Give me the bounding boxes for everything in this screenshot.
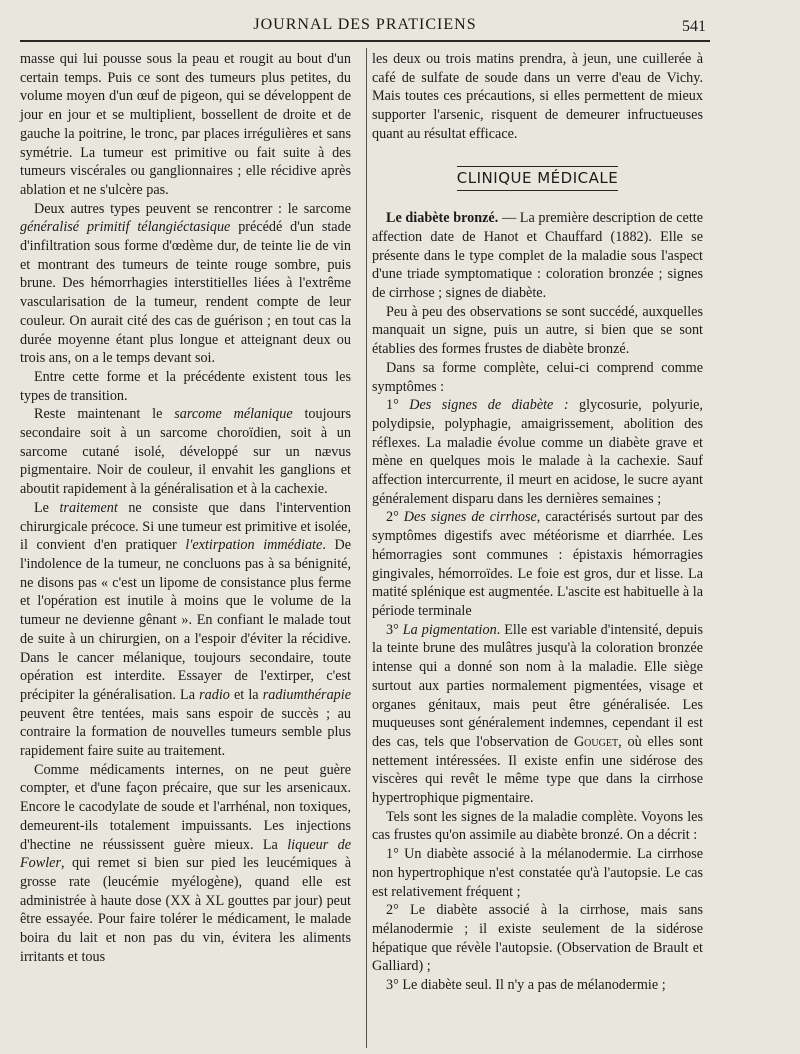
paragraph (20, 405, 351, 499)
author-name: Gouget (573, 733, 619, 750)
paragraph (372, 901, 703, 976)
item-number: 3° (386, 621, 403, 638)
paragraph (20, 50, 351, 200)
italic-term: La pigmentation (402, 621, 497, 638)
paragraph-text: peuvent être tentées, mais sans espoir de succès ; au contraire la formation de nouvelles tumeurs semble plus rapidement faire suite au traitement. (20, 705, 351, 760)
paragraph (372, 359, 703, 396)
italic-term: traitement (59, 499, 118, 516)
section-heading (372, 166, 703, 192)
paragraph-text: Reste maintenant le (34, 406, 175, 423)
italic-term: Des signes de cirrhose (403, 509, 537, 526)
paragraph-text: . Elle est variable d'intensité, depuis la teinte brune des mulâtres jusqu'à la coloration bronzée intense qui a donné son nom à la maladie. Elle siège surtout aux parties normalement pigmentées, visage et organes génitaux, mais peut être généralisée. Les muqueuses sont généralement indemnes, cependant il est des cas, tels que l'observation de (372, 621, 703, 750)
column-divider (366, 48, 367, 1048)
paragraph (372, 976, 703, 995)
paragraph-text: et la (229, 686, 263, 703)
paragraph (372, 845, 703, 901)
paragraph (20, 761, 351, 967)
paragraph-text: Entre cette forme et la précédente existent tous les types de transition. (20, 368, 351, 404)
paragraph-text: Tels sont les signes de la maladie complète. Voyons les cas frustes qu'on assimile au diabète bronzé. On a décrit : (372, 808, 703, 844)
left-column (20, 50, 351, 966)
italic-term: radio (199, 686, 230, 703)
running-header (20, 12, 710, 36)
right-column (372, 50, 703, 995)
paragraph-text: Le (34, 499, 60, 516)
paragraph (372, 396, 703, 508)
page-number: 541 (682, 18, 706, 35)
section-heading-text: CLINIQUE MÉDICALE (457, 166, 618, 192)
italic-term: Des signes de diabète : (409, 397, 569, 414)
paragraph-text: précédé d'un stade d'infiltration sous forme d'œdème dur, de teinte lie de vin et montrant des tumeurs de teinte rouge sombre, puis brune. Des hémorrhagies interstitielles liées à l'extrême vascularisation de la tumeur, rendent compte de leur couleur. On aurait cité des cas de guérison ; en tout cas la durée moyenne étant plus longue et atteignant deux ou trois ans, on a le temps devant soi. (20, 219, 351, 367)
italic-term: radiumthérapie (262, 686, 351, 703)
article-title: Le diabète bronzé. (386, 210, 499, 227)
italic-term: généralisé primitif télangiéctasique (20, 219, 231, 236)
paragraph (20, 368, 351, 405)
paragraph-text: , qui remet si bien sur pied les leucémiques à grosse rate (leucémie myélogène), quand elle est administrée à haute dose (XX à XL gouttes par jour) peut être essayée. Pour faire tolérer le médicament, le malade boira du lait et non pas du vin, évitera les aliments irritants et tous (20, 855, 351, 965)
paragraph-text: Dans sa forme complète, celui-ci comprend comme symptômes : (372, 359, 703, 395)
paragraph-text: toujours secondaire soit à un sarcome choroïdien, soit à un sarcome cutané isolé, développé sur un nævus pigmentaire. Noir de couleur, il envahit les ganglions et aboutit rapidement à la généralisation et à la cachexie. (20, 406, 351, 498)
italic-term: l'extirpation immédiate (185, 537, 323, 554)
paragraph-text: ne consiste que dans l'intervention chirurgicale précoce. Si une tumeur est primitive et isolée, il convient d'en pratiquer (20, 499, 351, 554)
paragraph-text: , caractérisés surtout par des symptômes digestifs avec météorisme et diarrhée. Les hémorragies sont communes : épistaxis hémorragies gingivales, hémorroïdes. Le foie est gros, dur et lisse. La matité splénique est augmentée. L'ascite est habituelle à la période terminale (372, 509, 703, 619)
paragraph (372, 508, 703, 620)
italic-term: sarcome mélanique (174, 406, 293, 423)
paragraph-text: Peu à peu des observations se sont succédé, auxquelles manquait un signe, puis un autre, si bien que se sont établies des formes frustes de diabète bronzé. (372, 303, 703, 358)
paragraph-text: , où elles sont nettement intéressées. Il existe enfin une sidérose des viscères qui revêt le même type que dans la cirrhose hypertrophique pigmentaire. (372, 733, 704, 807)
paragraph-text: Comme médicaments internes, on ne peut guère compter, et d'une façon précaire, que sur les arsenicaux. Encore le cacodylate de soude et l'arrhénal, non toxiques, demeurent-ils totalement impuissants. Les injections d'hectine ne réussissent guère mieux. La (20, 761, 351, 853)
paragraph-text: masse qui lui pousse sous la peau et rougit au bout d'un certain temps. Puis ce sont des tumeurs plus petites, du volume moyen d'un œuf de pigeon, qui se développent de jour en jour et se multiplient, bossellent de droite et de gauche la poitrine, le tronc, par places irrégulières et sans symétrie. La tumeur est primitive ou fait suite à des tumeurs viscérales ou ganglionnaires ; elle récidive après ablation et ne s'ulcère pas. (20, 51, 351, 198)
paragraph (20, 499, 351, 761)
paragraph-text: 2° Le diabète associé à la cirrhose, mais sans mélanodermie ; il existe seulement de la sidérose hépatique que révèle l'autopsie. (Observation de Brault et Galliard) ; (372, 902, 703, 975)
paragraph-text: 3° Le diabète seul. Il n'y a pas de mélanodermie ; (386, 977, 666, 994)
paragraph (372, 808, 703, 845)
paragraph-text: . De l'indolence de la tumeur, ne concluons pas à sa bénignité, ne disons pas « c'est un lipome de consistance plus ferme et l'opération est inutile à moins que le volume de la tumeur ne devienne gênant ». En confiant le malade tout de suite à un chirurgien, on a l'espoir d'éviter la récidive. Dans le cancer mélanique, toujours secondaire, toute opération est interdite. Essayer de l'extirper, c'est précipiter la généralisation. La (20, 537, 351, 703)
header-rule (20, 40, 710, 42)
journal-title: JOURNAL DES PRATICIENS (253, 16, 477, 33)
paragraph (372, 209, 703, 303)
paragraph-text: — La première description de cette affection date de Hanot et Chauffard (1882). Elle se présente dans le type complet de la maladie sous l'aspect d'une triade symptomatique : coloration bronzée ; signes de cirrhose ; signes de diabète. (372, 210, 703, 302)
paragraph (372, 50, 703, 144)
paragraph (372, 303, 703, 359)
paragraph (372, 621, 703, 808)
paragraph (20, 200, 351, 368)
paragraph-text: glycosurie, polyurie, polydipsie, polyphagie, amaigrissement, abolition des réflexes. La maladie évolue comme un diabète grave et mène en quelques mois le malade à la cachexie. Sauf affection intercurrente, il meurt en acidose, le sucre ayant généralement disparu dans les dernières semaines ; (372, 397, 703, 507)
italic-term: liqueur de Fowler (20, 836, 351, 872)
paragraph-text: les deux ou trois matins prendra, à jeun, une cuillerée à café de sulfate de soude dans un verre d'eau de Vichy. Mais toutes ces précautions, si elles permettent de mieux supporter l'arsenic, risquent de demeurer infructueuses quant au résultat efficace. (372, 51, 703, 142)
item-number: 2° (386, 509, 404, 526)
paragraph-text: Deux autres types peuvent se rencontrer : le sarcome (34, 200, 351, 217)
paragraph-text: 1° Un diabète associé à la mélanodermie. La cirrhose non hypertrophique n'est constatée qu'à l'autopsie. Le cas est relativement fréquent ; (372, 846, 703, 900)
item-number: 1° (386, 397, 410, 414)
